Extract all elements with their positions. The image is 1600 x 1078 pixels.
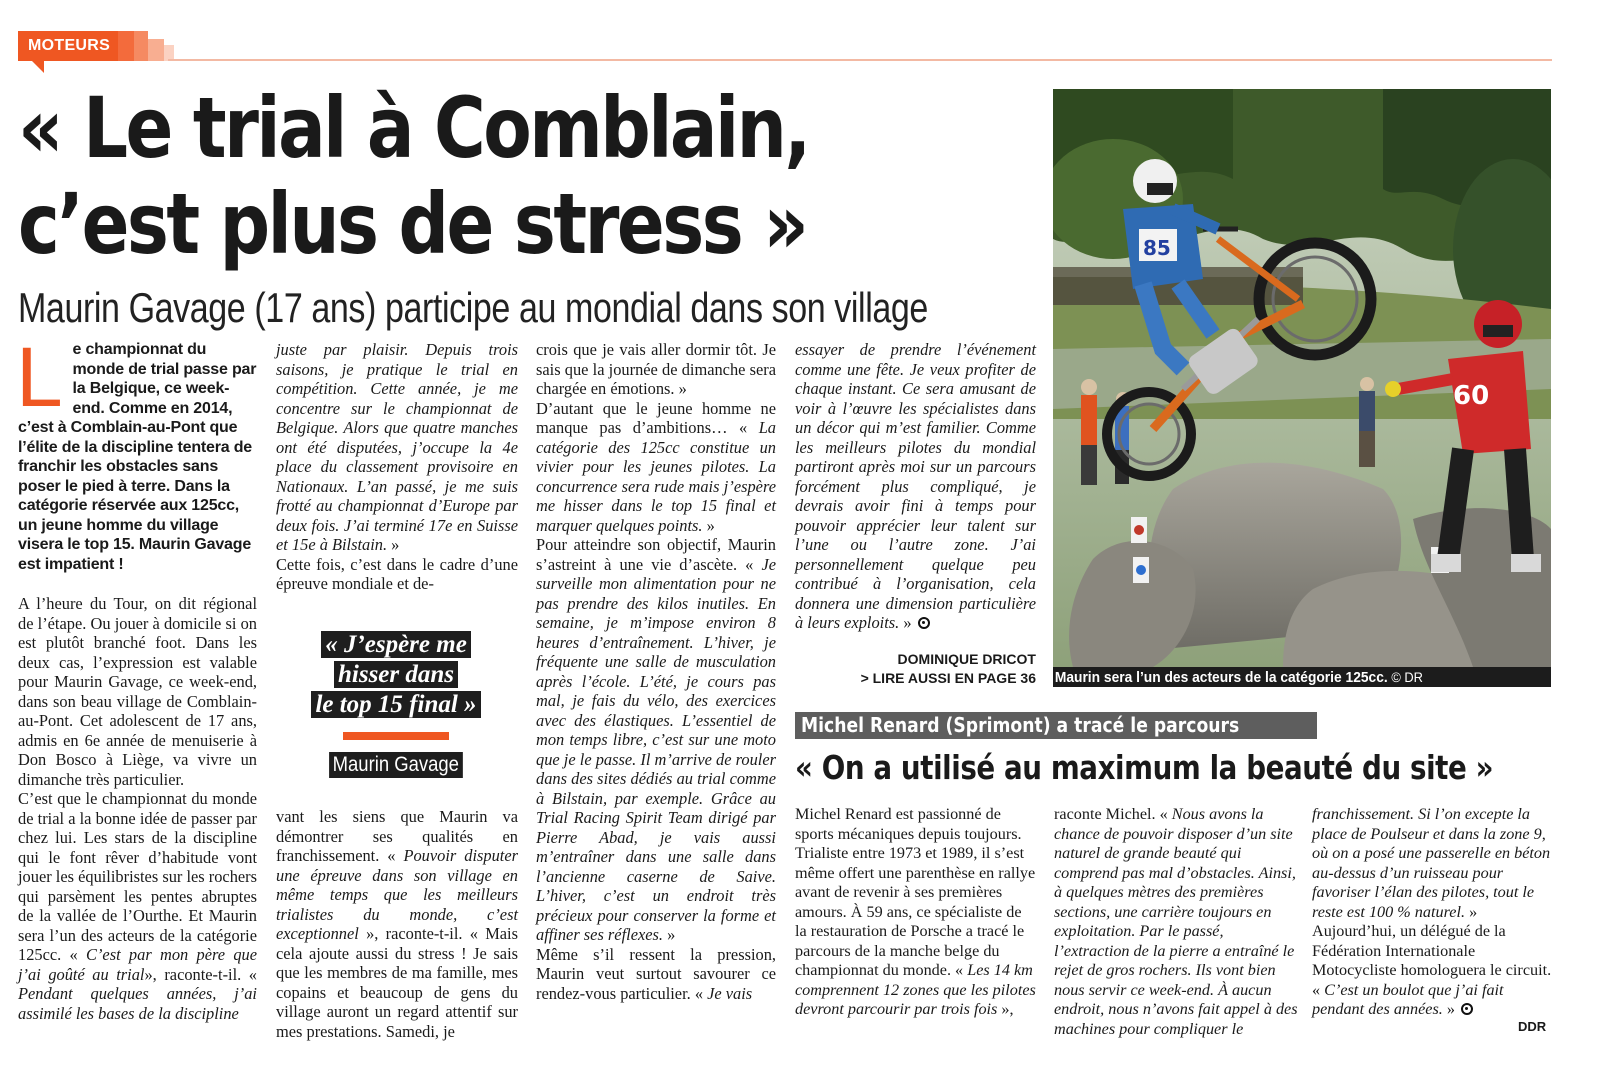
sidebar-kicker [795, 712, 1317, 739]
lead-text: e championnat du monde de trial passe par la Belgique, ce week-end. Comme en 2014, c’est à Comblain-au-Pont que l’élite de la discipline tentera de franchir les obstacles sans poser le pied à terre. Dans la catégorie réservée aux 125cc, un jeune homme du village visera le top 15. Maurin Gavage est impatient ! [18, 341, 257, 573]
quote-run: C’est un boulot que j’ai fait pendant des années. [1312, 980, 1504, 1018]
tag-notch [32, 61, 44, 73]
text-run: », raconte-t-il. « Mais cela ajoute aussi du stress ! Je sais que les membres de ma famille, mes copains et beaucoup de gens du village auront un regard attentif sur mes prestations. Samedi, je [276, 924, 518, 1041]
headline [18, 80, 875, 272]
body-paragraph [276, 340, 518, 555]
dropcap: L [16, 330, 63, 424]
quote-run: essayer de prendre l’événement comme une fête. Je veux profiter de chaque instant. Ce sera amusant de voir à l’œuvre les spécialistes dans un décor qui m’est familier. Comme les meilleurs pilotes du mondial partiront après moi sur un parcours forcément plus compliqué, je devrais avoir fini à temps pour pouvoir apprécier leur talent sur l’une ou l’autre zone. J’ai personnellement quelque peu contribué à l’organisation, cela donnera une dimension particulière à leurs exploits. [795, 340, 1036, 632]
quote-run: C’est par mon père que j’ai goûté au trial [18, 945, 257, 984]
sidebar-kicker-text: Michel Renard (Sprimont) a tracé le parcours [801, 713, 1240, 737]
headline-line1: « Le trial à Comblain, [18, 79, 809, 177]
quote-run: Pendant quelques années, j’ai assimilé les bases de la discipline [18, 984, 257, 1023]
caption-body: Maurin sera l’un des acteurs de la catégorie 125cc. [1054, 669, 1388, 686]
quote-run: La catégorie des 125cc constitue un vivier pour les jeunes pilotes. La concurrence sera rude mais j’espère me hisser dans le top 15 final et marquer quelques points. [536, 418, 776, 535]
column-2-top [276, 340, 518, 594]
pull-quote-text [285, 630, 507, 720]
byline-author: DOMINIQUE DRICOT [897, 651, 1036, 667]
lead-paragraph [16, 330, 257, 574]
photo-caption [1053, 667, 1551, 687]
body-paragraph [536, 535, 776, 945]
text-run: Michel Renard est passionné de sports mécaniques depuis toujours. Trialiste entre 1973 et 1989, il s’est même offert une parenthèse en rallye avant de revenir à ses premières amours. À 59 ans, ce spécialiste de la restauration de Porsche a tracé le parcours de la manche belge du championnat du monde. « [795, 805, 1036, 979]
tag-block [134, 31, 148, 61]
text-run: » [663, 925, 676, 944]
sidebar-column-1 [795, 805, 1036, 1020]
quote-run: Nous avons la chance de pouvoir disposer d’un site naturel de grande beauté qui comprend pas mal d’obstacles. Ainsi, à quelques mètres des premières sections, une carrière toujours en exploitation. Par le passé, l’extraction de la pierre a entraîné le rejet de gros rochers. Ils vont bien nous servir ce week-end. À aucun endroit, nous n’avons fait appel à des machines pour compliquer le [1054, 805, 1298, 1038]
caption-text [1053, 667, 1423, 687]
sidebar-headline: « On a utilisé au maximum la beauté du site » [795, 748, 1494, 787]
body-paragraph [536, 399, 776, 536]
section-tag [18, 31, 168, 61]
column-2-bottom [276, 807, 518, 1041]
tag-block [118, 31, 134, 61]
pull-quote-line: hisser dans [334, 661, 458, 688]
text-run: Pour atteindre son objectif, Maurin s’astreint à une vie d’ascète. « [536, 535, 776, 574]
column-3 [536, 340, 776, 1003]
text-run: C’est que le championnat du monde de trial a la bonne idée de passer par chez lui. Les stars de la discipline qui le font rêver d’habitude vont jouer les équilibristes sur les rochers qui parsèment les pentes abruptes de la vallée de l’Ourthe. Et Maurin sera l’un des acteurs de la catégorie 125cc. « [18, 789, 257, 964]
end-mark-icon [918, 617, 930, 629]
headline-line2: c’est plus de stress » [18, 175, 807, 273]
subheadline: Maurin Gavage (17 ans) participe au mondial dans son village [18, 284, 928, 331]
body-paragraph: crois que je vais aller dormir tôt. Je sais que la journée de dimanche sera chargée en émotions. » [536, 340, 776, 398]
text-run: » [387, 535, 400, 554]
text-run: », raconte-t-il. « [144, 964, 257, 984]
text-run: », [997, 1000, 1014, 1018]
column-1 [16, 330, 257, 1023]
quote-run: franchissement. Si l’on excepte la place de Poulseur et dans la zone 9, où on a posé une passerelle en béton au-dessus d’un ruisseau pour favoriser l’élan des pilotes, tout le reste est 100 % naturel. [1312, 805, 1551, 921]
rider-number-left: 85 [1143, 236, 1171, 260]
sidebar-signoff: DDR [1518, 1019, 1547, 1034]
rider-number-right: 60 [1453, 381, 1490, 411]
see-also-link[interactable]: > LIRE AUSSI EN PAGE 36 [860, 670, 1036, 686]
pull-quote-author: Maurin Gavage [329, 752, 462, 778]
trial-rider-photo [1053, 89, 1551, 667]
top-rule [168, 59, 1552, 61]
end-mark-icon [1461, 1003, 1473, 1015]
pull-quote [285, 630, 507, 778]
quote-run: juste par plaisir. Depuis trois saisons, je pratique le trial en compétition. Cette année, je me concentre sur le championnat de Belgique. Alors que quatre manches ont été disputées, j’occupe la 4e place du classement provisoire en Nationaux. L’an passé, je me suis frotté au championnat d’Europe par deux fois. J’ai terminé 17e en Suisse et 15e à Bilstain. [276, 340, 518, 554]
text-run: vant les siens que Maurin va démontrer ses qualités en franchissement. « [276, 807, 518, 865]
text-run: » [702, 515, 715, 535]
body-paragraph [795, 340, 1036, 633]
quote-run: Les 14 km comprennent 12 zones que les pilotes devront parcourir par trois fois [795, 961, 1036, 1018]
text-run: Même s’il ressent la pression, Maurin veut surtout savourer ce rendez-vous particulier. « [536, 944, 776, 1003]
byline [860, 650, 1036, 688]
quote-run: Je vais [707, 983, 753, 1003]
text-run: » [899, 613, 912, 632]
body-paragraph [276, 807, 518, 1041]
text-run: D’autant que le jeune homme ne manque pas d’ambitions… « [536, 398, 776, 437]
caption-credit: © DR [1387, 669, 1423, 685]
pull-quote-line: « J’espère me [321, 631, 471, 658]
text-run: raconte Michel. « [1054, 805, 1172, 823]
text-run: » [1442, 1000, 1455, 1018]
pull-quote-rule [343, 732, 449, 740]
pull-quote-line: le top 15 final » [311, 691, 480, 718]
sidebar-column-2 [1054, 805, 1298, 1039]
sidebar-column-3 [1312, 805, 1552, 1020]
article-photo [1053, 89, 1551, 667]
body-paragraph: A l’heure du Tour, on dit régional de l’étape. Ou jouer à domicile si on est plutôt branché foot. Dans les deux cas, l’expression est valable pour Maurin Gavage, ce week-end, dans son beau village de Comblain-au-Pont. Cet adolescent de 17 ans, admis en 6e année de menuiserie à Don Bosco à Liège, va vivre un dimanche très particulier. [18, 594, 257, 789]
body-paragraph [18, 789, 257, 1023]
column-4 [795, 340, 1036, 633]
section-label: MOTEURS [28, 37, 111, 54]
quote-run: Pouvoir disputer une épreuve dans son village en même temps que les meilleurs trialistes du monde, c’est exceptionnel [276, 846, 518, 943]
quote-run: Je surveille mon alimentation pour ne pas prendre des kilos inutiles. En semaine, je m’impose environ 8 heures d’entraînement. L’hiver, je fréquente une salle de musculation après l’école. L’été, je cours pas mal, je fais du vélo, des exercices avec des élastiques. L’essentiel de mon temps libre, c’est sur une moto que je le passe. Il m’arrive de rouler dans des sites dédiés au trial comme à Bilstain, par exemple. Grâce au Trial Racing Spirit Team dirigé par Pierre Abad, je vais aussi m’entraîner dans une salle dans l’ancienne caserne de Saive. L’hiver, c’est un endroit très précieux pour conserver la forme et affiner ses réflexes. [536, 554, 776, 944]
text-run: » Aujourd’hui, un délégué de la Fédération Internationale Motocycliste homologuera le circuit. « [1312, 902, 1552, 999]
body-paragraph: Cette fois, c’est dans le cadre d’une épreuve mondiale et de- [276, 554, 518, 593]
tag-block [148, 39, 164, 61]
body-paragraph [536, 945, 776, 1004]
